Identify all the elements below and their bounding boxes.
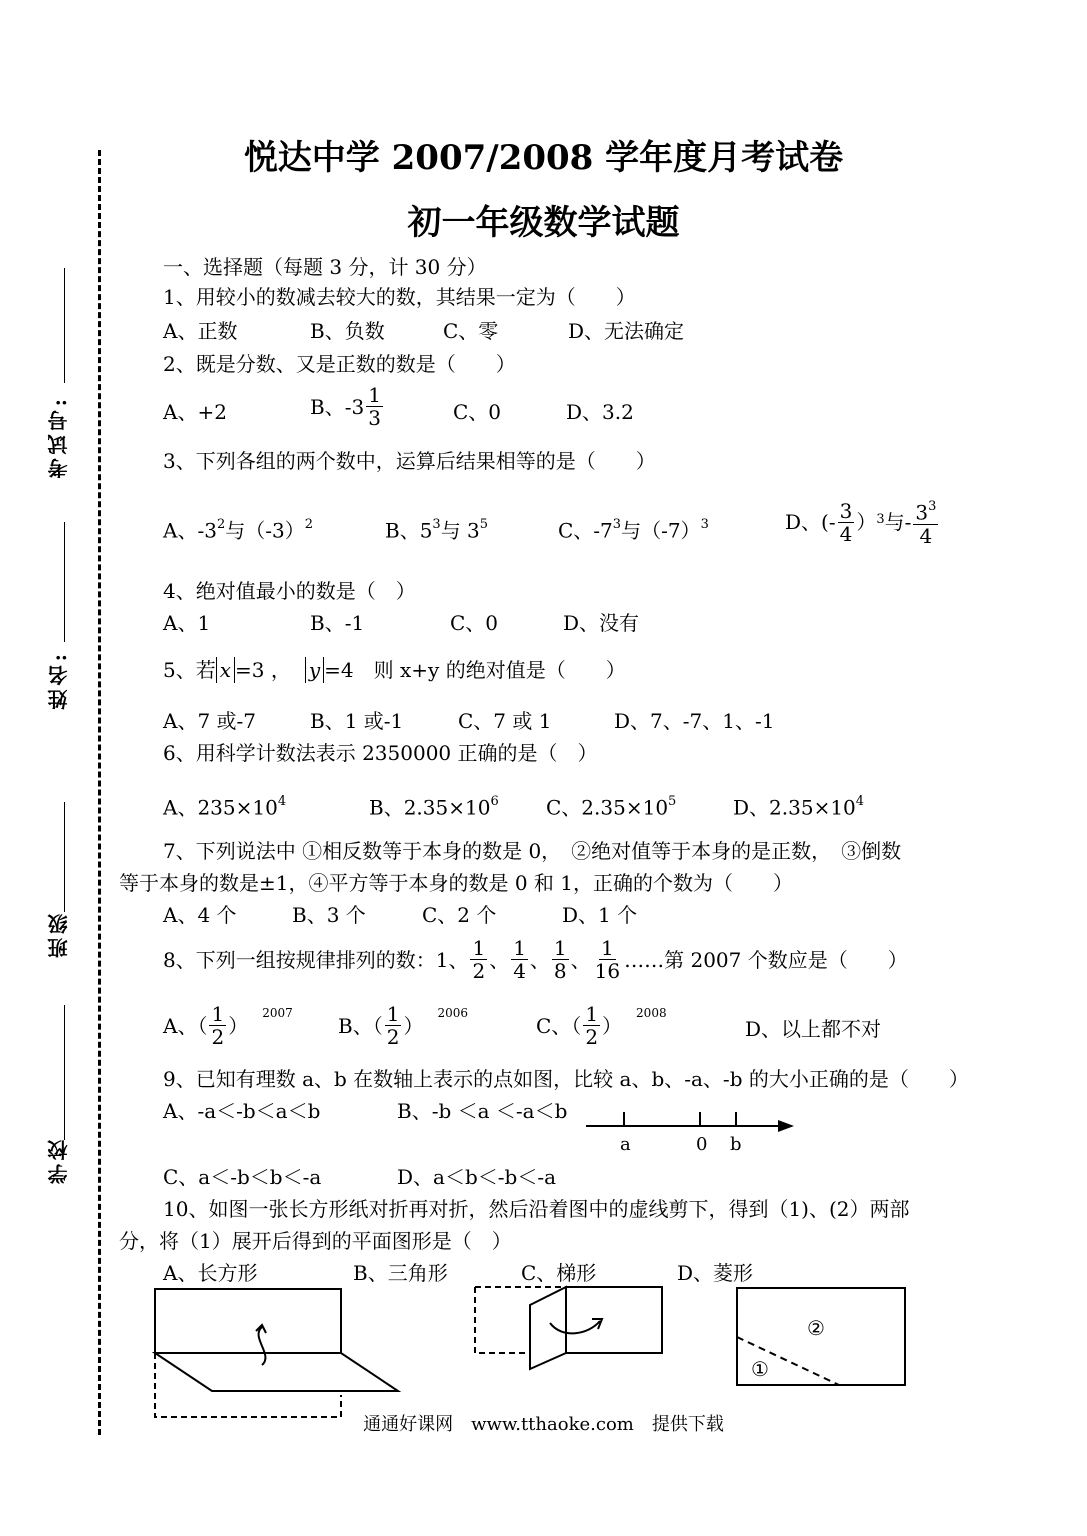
separator: 、 (570, 947, 591, 972)
cut-diagram (733, 1285, 913, 1391)
q3-b-text: B、5 (385, 518, 433, 543)
q8-text2: ……第 2007 个数应是（ ） (624, 947, 908, 972)
exponent: 3 (432, 517, 441, 532)
q3-c-text: C、-7 (558, 518, 613, 543)
q9-option-d: D、a＜b＜-b＜-a (397, 1165, 557, 1189)
separator: 、 (529, 947, 550, 972)
q3-option-b (385, 515, 488, 543)
q8-fraction-sixteenth (593, 937, 622, 982)
numerator-base: 3 (915, 500, 929, 525)
q8-stem (163, 937, 908, 982)
paper-rect (155, 1289, 341, 1353)
q8-option-b (338, 1003, 468, 1048)
q8-option-a (163, 1003, 293, 1048)
q3-d-text2: 与- (884, 510, 912, 535)
close-paren: ） (403, 1013, 424, 1038)
q9-stem: 9、已知有理数 a、b 在数轴上表示的点如图，比较 a、b、-a、-b 的大小正确的是（ ） (163, 1067, 969, 1091)
q6-option-a (163, 792, 286, 820)
q3-c-text2: 与（-7） (621, 518, 701, 543)
q6-a-text: A、235×10 (163, 795, 278, 820)
q6-option-c (546, 792, 676, 820)
q3-option-c (558, 515, 709, 543)
fraction-denominator: 2 (211, 1025, 225, 1049)
close-paren: ） (228, 1013, 249, 1038)
exponent: 3 (928, 499, 937, 514)
fraction-numerator: 1 (601, 936, 614, 960)
class-label: 班级 (47, 910, 71, 958)
fraction-denominator: 3 (368, 406, 381, 430)
q3-option-a (163, 515, 313, 543)
name-label: 姓名: (47, 650, 71, 710)
q3-d-close: ） (856, 510, 877, 535)
fraction-denominator: 2 (585, 1025, 599, 1049)
q4-option-a: A、1 (163, 611, 211, 635)
fraction-numerator: 1 (472, 936, 486, 960)
q4-stem: 4、绝对值最小的数是（ ） (163, 579, 416, 603)
exam-no-blank (64, 268, 65, 383)
q7-option-c: C、2 个 (422, 903, 497, 927)
part-1-label: ① (751, 1357, 769, 1381)
q9-option-b: B、-b ＜a ＜-a＜b (397, 1099, 568, 1123)
exponent: 5 (668, 794, 677, 809)
fraction-denominator: 4 (513, 959, 526, 983)
q3-a-text2: 与（-3） (225, 518, 305, 543)
q5-text3: =4 则 x+y 的绝对值是（ ） (324, 658, 626, 682)
q5-stem (163, 657, 626, 683)
q9-option-c: C、a＜-b＜b＜-a (163, 1165, 322, 1189)
q6-option-b (369, 792, 499, 820)
q8-option-c (536, 1003, 667, 1048)
q3-option-d (785, 498, 940, 547)
exponent: 2007 (262, 1006, 293, 1020)
q3-d-fraction2 (913, 498, 938, 547)
q4-option-b: B、-1 (310, 611, 365, 635)
fold-arrow-icon (256, 1325, 266, 1365)
exam-no-label: 考试号: (47, 395, 71, 479)
q5-option-d: D、7、-7、1、-1 (614, 709, 775, 733)
q2-b-prefix: B、-3 (310, 394, 365, 419)
part-2-label: ② (807, 1316, 825, 1340)
q2-stem: 2、既是分数、又是正数的数是（ ） (163, 352, 516, 376)
q7-option-a: A、4 个 (163, 903, 237, 927)
q2-option-a: A、+2 (163, 400, 227, 424)
q8-option-d: D、以上都不对 (745, 1017, 882, 1041)
exponent: 4 (855, 794, 865, 809)
exponent: 3 (612, 517, 622, 532)
q10-option-a: A、长方形 (163, 1261, 258, 1285)
q7-option-b: B、3 个 (292, 903, 366, 927)
exponent: 2 (304, 517, 313, 532)
folded-flap (530, 1287, 566, 1369)
q3-b-text2: 与 3 (440, 518, 480, 543)
q6-option-d (733, 792, 864, 820)
fold-diagram-2 (470, 1283, 670, 1373)
fraction-denominator: 16 (594, 959, 621, 983)
name-blank (64, 522, 65, 642)
abs-y: y (305, 657, 324, 683)
q5-text: 5、若 (163, 658, 216, 682)
number-line-arrow (778, 1120, 794, 1132)
school-label: 学校 (47, 1136, 71, 1184)
close-paren: ） (602, 1013, 623, 1038)
folded-flap (155, 1353, 398, 1391)
school-blank (64, 1005, 65, 1140)
q8-fraction-half (470, 937, 487, 982)
q10-option-b: B、三角形 (353, 1261, 448, 1285)
q1-option-c: C、零 (443, 319, 499, 343)
q10-line2: 分，将（1）展开后得到的平面图形是（ ） (119, 1229, 512, 1253)
fraction-half (385, 1003, 402, 1048)
fraction-numerator: 1 (553, 936, 567, 960)
exponent: 6 (490, 794, 499, 809)
fraction-denominator: 4 (919, 523, 933, 548)
q6-b-text: B、2.35×10 (369, 795, 491, 820)
q1-option-b: B、负数 (310, 319, 385, 343)
fraction-denominator: 2 (386, 1025, 400, 1049)
q8-fraction-quarter (511, 937, 528, 982)
label-b: b (730, 1134, 742, 1155)
number-line-diagram (580, 1100, 800, 1160)
label-zero: 0 (696, 1134, 708, 1155)
fraction-numerator: 1 (585, 1002, 599, 1026)
q2-b-fraction (366, 384, 383, 429)
exponent: 5 (479, 517, 489, 532)
q5-option-c: C、7 或 1 (458, 709, 552, 733)
abs-x: x (216, 657, 235, 683)
paper-rect (566, 1287, 662, 1353)
q1-stem: 1、用较小的数减去较大的数，其结果一定为（ ） (163, 285, 636, 309)
page-title: 悦达中学 2007/2008 学年度月考试卷 (243, 138, 844, 178)
section-heading: 一、选择题（每题 3 分，计 30 分） (163, 255, 487, 279)
fraction-denominator: 2 (472, 959, 486, 983)
binding-dashed-line (98, 150, 101, 1435)
exponent: 2 (216, 517, 226, 532)
q1-option-a: A、正数 (163, 319, 238, 343)
q10-option-c: C、梯形 (521, 1261, 597, 1285)
exponent: 2006 (437, 1006, 468, 1020)
q6-d-text: D、2.35×10 (733, 795, 856, 820)
q3-d-text: D、(- (785, 510, 836, 535)
q2-option-b (310, 384, 385, 429)
fraction-numerator: 3 (839, 498, 853, 523)
q4-option-d: D、没有 (563, 611, 640, 635)
page-subtitle: 初一年级数学试题 (407, 203, 680, 243)
q3-stem: 3、下列各组的两个数中，运算后结果相等的是（ ） (163, 449, 656, 473)
q2-option-d: D、3.2 (566, 400, 634, 424)
q7-line1: 7、下列说法中 ①相反数等于本身的数是 0， ②绝对值等于本身的是正数， ③倒数 (163, 839, 902, 863)
q10-option-d: D、菱形 (677, 1261, 754, 1285)
q4-option-c: C、0 (450, 611, 499, 635)
fraction-numerator: 1 (211, 1002, 225, 1026)
separator: 、 (489, 947, 510, 972)
fold-diagram-1 (150, 1285, 410, 1425)
fraction-numerator (913, 498, 938, 525)
q6-stem: 6、用科学计数法表示 2350000 正确的是（ ） (163, 741, 598, 765)
q8-b-text: B、（ (338, 1013, 383, 1038)
fraction-half (583, 1003, 600, 1048)
exponent: 4 (277, 794, 287, 809)
q5-option-a: A、7 或-7 (163, 709, 257, 733)
q8-fraction-eighth (552, 937, 569, 982)
fraction-numerator: 1 (368, 383, 381, 407)
fraction-half (209, 1003, 226, 1048)
q8-a-text: A、（ (163, 1013, 208, 1038)
q7-option-d: D、1 个 (562, 903, 638, 927)
q2-option-c: C、0 (453, 400, 502, 424)
q6-c-text: C、2.35×10 (546, 795, 669, 820)
q5-text2: =3 ， (235, 658, 291, 682)
q3-d-fraction1 (838, 500, 855, 545)
fraction-numerator: 1 (513, 936, 526, 960)
q7-line2: 等于本身的数是±1，④平方等于本身的数是 0 和 1，正确的个数为（ ） (119, 871, 794, 895)
fraction-denominator: 8 (553, 959, 567, 983)
q8-text: 8、下列一组按规律排列的数：1、 (163, 947, 469, 972)
fraction-numerator: 1 (386, 1002, 400, 1026)
q1-option-d: D、无法确定 (568, 319, 685, 343)
q9-option-a: A、-a＜-b＜a＜b (163, 1099, 321, 1123)
footer-source: 通通好课网 www.tthaoke.com 提供下载 (363, 1414, 724, 1435)
q10-line1: 10、如图一张长方形纸对折再对折，然后沿着图中的虚线剪下，得到（1)、(2）两部 (163, 1197, 910, 1221)
exponent: 3 (876, 512, 885, 528)
fraction-denominator: 4 (839, 521, 853, 546)
exponent: 2008 (636, 1006, 667, 1020)
class-blank (64, 802, 65, 912)
label-a: a (620, 1134, 631, 1155)
q5-option-b: B、1 或-1 (310, 709, 404, 733)
q3-a-text: A、-3 (163, 518, 217, 543)
original-position-dashed (155, 1353, 341, 1417)
exponent: 3 (700, 517, 709, 532)
q8-c-text: C、（ (536, 1013, 582, 1038)
